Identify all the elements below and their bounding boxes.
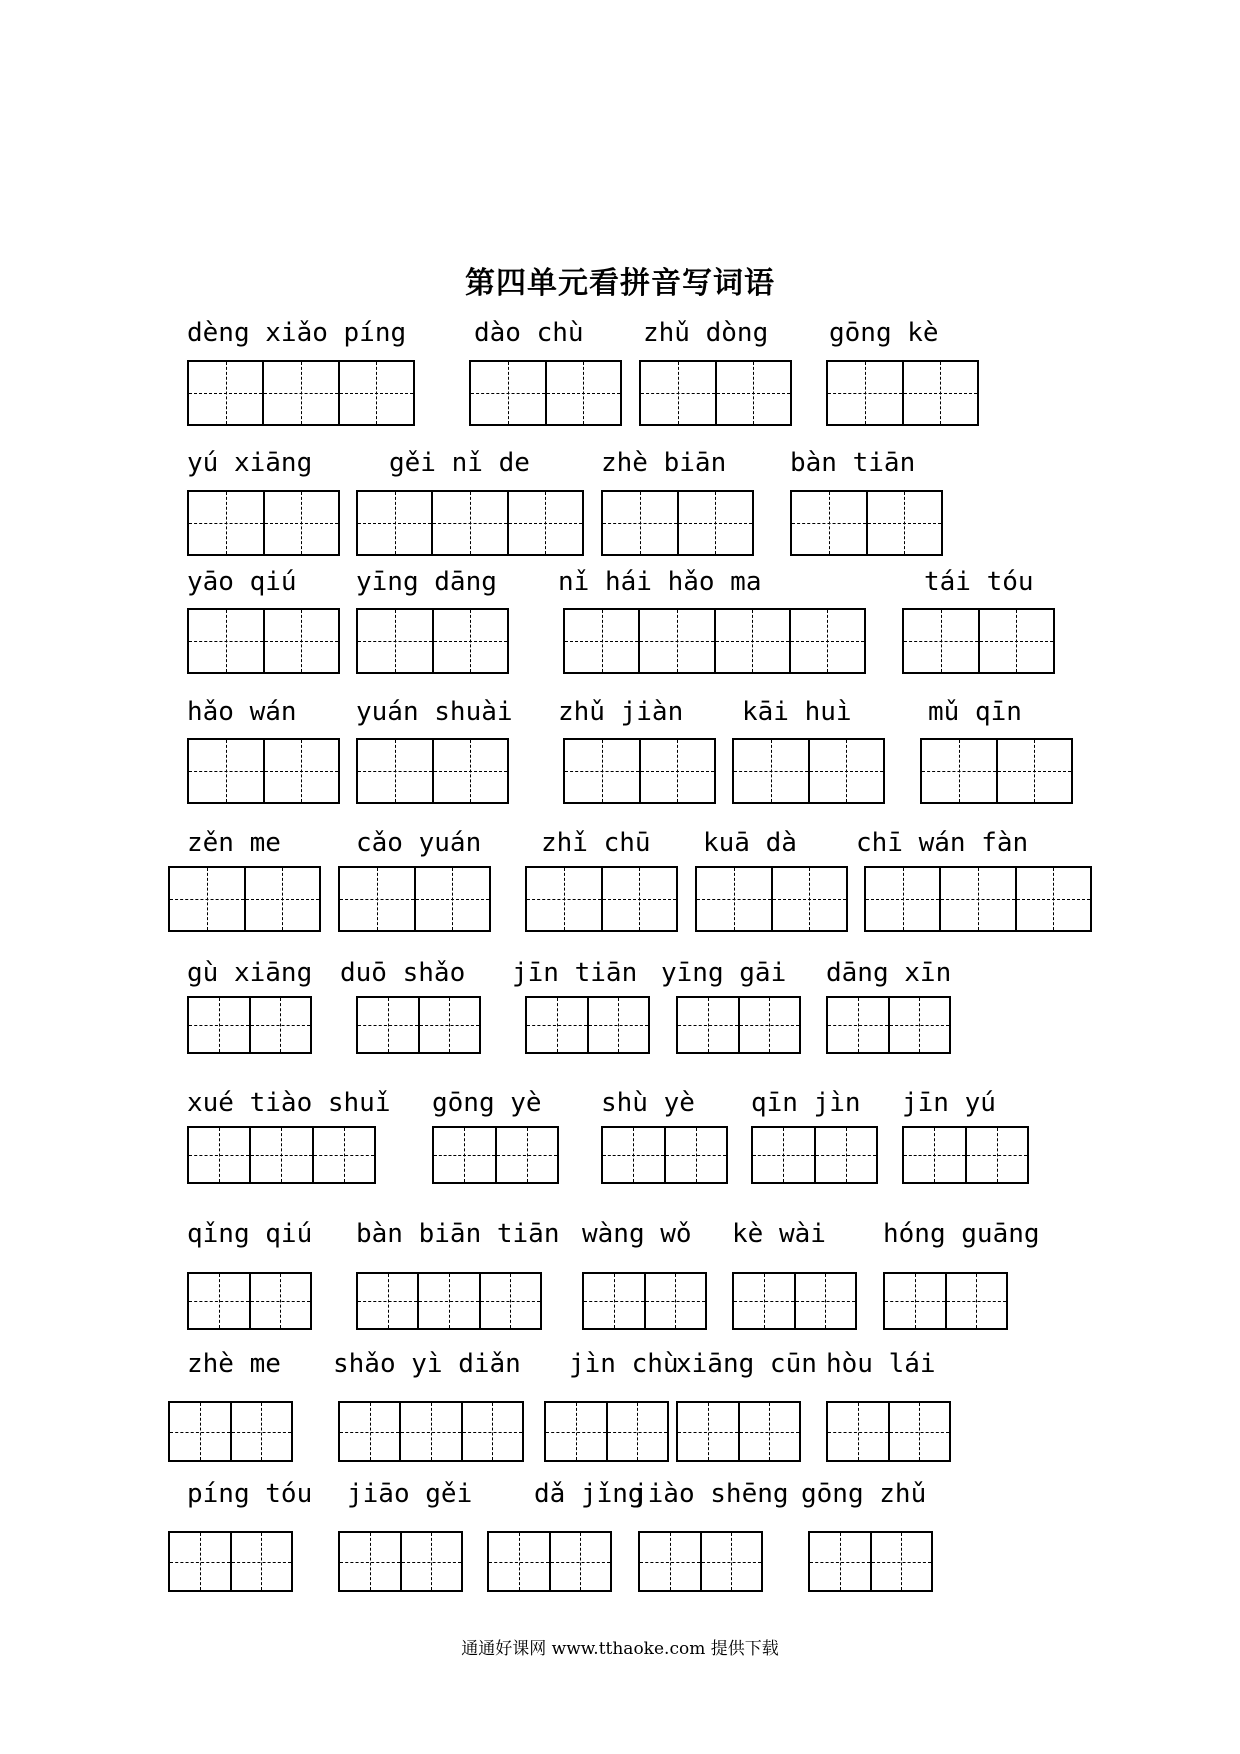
pinyin-label: jiào shēng	[632, 1479, 789, 1509]
pinyin-label: shù yè	[601, 1088, 695, 1118]
pinyin-label: gōng zhǔ	[801, 1479, 927, 1509]
tian-zi-cell[interactable]	[601, 868, 677, 930]
tian-zi-cell[interactable]	[965, 1128, 1028, 1182]
pinyin-label: yāo qiú	[187, 567, 297, 597]
pinyin-label: qīn jìn	[751, 1088, 861, 1118]
tian-zi-cell[interactable]	[888, 1403, 950, 1460]
writing-grid[interactable]	[168, 1401, 293, 1462]
tian-zi-cell[interactable]	[549, 1533, 611, 1590]
tian-zi-cell[interactable]	[358, 998, 418, 1052]
tian-zi-cell[interactable]	[358, 1274, 417, 1328]
tian-zi-cell[interactable]	[400, 1533, 462, 1590]
tian-zi-cell[interactable]	[230, 1533, 292, 1590]
writing-grid[interactable]	[902, 608, 1055, 674]
tian-zi-cell[interactable]	[700, 1533, 762, 1590]
writing-grid[interactable]	[601, 490, 754, 556]
pinyin-label: gōng kè	[829, 318, 939, 348]
tian-zi-cell[interactable]	[170, 1533, 230, 1590]
pinyin-label: cǎo yuán	[356, 828, 482, 858]
writing-grid[interactable]	[356, 738, 509, 804]
writing-grid[interactable]	[582, 1272, 707, 1330]
pinyin-label: zhǔ dòng	[643, 318, 769, 348]
tian-zi-cell[interactable]	[230, 1403, 292, 1460]
tian-zi-cell[interactable]	[902, 362, 978, 424]
tian-zi-cell[interactable]	[545, 362, 621, 424]
tian-zi-cell[interactable]	[249, 998, 311, 1052]
pinyin-label: yīng dāng	[356, 567, 497, 597]
writing-grid[interactable]	[676, 1401, 801, 1462]
tian-zi-cell[interactable]	[189, 362, 262, 424]
tian-zi-cell[interactable]	[640, 1533, 700, 1590]
pinyin-label: wàng wǒ	[582, 1219, 692, 1249]
tian-zi-cell[interactable]	[904, 1128, 965, 1182]
tian-zi-cell[interactable]	[189, 1274, 249, 1328]
writing-grid[interactable]	[487, 1531, 612, 1592]
tian-zi-cell[interactable]	[546, 1403, 606, 1460]
pinyin-label: bàn biān tiān	[356, 1219, 560, 1249]
writing-grid[interactable]	[638, 1531, 763, 1592]
writing-grid[interactable]	[563, 608, 866, 674]
tian-zi-cell[interactable]	[1015, 868, 1090, 930]
tian-zi-cell[interactable]	[678, 998, 738, 1052]
tian-zi-cell[interactable]	[771, 868, 847, 930]
tian-zi-cell[interactable]	[432, 610, 508, 672]
pinyin-label: dǎ jǐng	[534, 1479, 644, 1509]
tian-zi-cell[interactable]	[263, 492, 339, 554]
writing-grid[interactable]	[790, 490, 943, 556]
tian-zi-cell[interactable]	[565, 610, 638, 672]
pinyin-label: hǎo wán	[187, 697, 297, 727]
tian-zi-cell[interactable]	[434, 1128, 495, 1182]
pinyin-label: duō shǎo	[340, 958, 466, 988]
writing-grid[interactable]	[826, 360, 979, 426]
tian-zi-cell[interactable]	[639, 740, 715, 802]
pinyin-label: zhè biān	[601, 448, 727, 478]
writing-grid[interactable]	[469, 360, 622, 426]
pinyin-label: kuā dà	[703, 828, 797, 858]
tian-zi-cell[interactable]	[866, 492, 942, 554]
pinyin-label: dào chù	[474, 318, 584, 348]
pinyin-label: hóng guāng	[883, 1219, 1040, 1249]
tian-zi-cell[interactable]	[828, 1403, 888, 1460]
tian-zi-cell[interactable]	[170, 868, 244, 930]
writing-grid[interactable]	[338, 1401, 524, 1462]
pinyin-label: jiāo gěi	[347, 1479, 473, 1509]
pinyin-label: kè wài	[732, 1219, 826, 1249]
tian-zi-cell[interactable]	[189, 610, 263, 672]
tian-zi-cell[interactable]	[641, 362, 715, 424]
tian-zi-cell[interactable]	[638, 610, 713, 672]
pinyin-label: xiāng cūn	[676, 1349, 817, 1379]
pinyin-label: zhè me	[187, 1349, 281, 1379]
writing-grid[interactable]	[338, 866, 491, 932]
writing-grid[interactable]	[544, 1401, 669, 1462]
tian-zi-cell[interactable]	[471, 362, 545, 424]
pinyin-label: chī wán fàn	[856, 828, 1029, 858]
writing-grid[interactable]	[676, 996, 801, 1054]
tian-zi-cell[interactable]	[244, 868, 320, 930]
pinyin-label: yuán shuài	[356, 697, 513, 727]
tian-zi-cell[interactable]	[432, 740, 508, 802]
tian-zi-cell[interactable]	[358, 610, 432, 672]
tian-zi-cell[interactable]	[888, 998, 950, 1052]
tian-zi-cell[interactable]	[312, 1128, 374, 1182]
pinyin-label: shǎo yì diǎn	[333, 1349, 521, 1379]
pinyin-label: bàn tiān	[790, 448, 916, 478]
tian-zi-cell[interactable]	[885, 1274, 945, 1328]
tian-zi-cell[interactable]	[431, 492, 506, 554]
writing-grid[interactable]	[732, 738, 885, 804]
pinyin-label: zhǐ chū	[541, 828, 651, 858]
pinyin-label: xué tiào shuǐ	[187, 1088, 391, 1118]
writing-grid[interactable]	[187, 1272, 312, 1330]
tian-zi-cell[interactable]	[565, 740, 639, 802]
tian-zi-cell[interactable]	[866, 868, 939, 930]
pinyin-label: jīn tiān	[512, 958, 638, 988]
tian-zi-cell[interactable]	[738, 998, 800, 1052]
footer-credit: 通通好课网 www.tthaoke.com 提供下载	[461, 1639, 779, 1659]
tian-zi-cell[interactable]	[527, 998, 587, 1052]
writing-grid[interactable]	[187, 360, 415, 426]
tian-zi-cell[interactable]	[495, 1128, 558, 1182]
pinyin-label: yīng gāi	[661, 958, 787, 988]
writing-grid[interactable]	[920, 738, 1073, 804]
writing-grid[interactable]	[187, 738, 340, 804]
tian-zi-cell[interactable]	[461, 1403, 522, 1460]
tian-zi-cell[interactable]	[814, 1128, 877, 1182]
tian-zi-cell[interactable]	[527, 868, 601, 930]
writing-grid[interactable]	[525, 996, 650, 1054]
pinyin-label: gù xiāng	[187, 958, 313, 988]
tian-zi-cell[interactable]	[507, 492, 582, 554]
writing-grid[interactable]	[432, 1126, 559, 1184]
tian-zi-cell[interactable]	[664, 1128, 727, 1182]
tian-zi-cell[interactable]	[603, 492, 677, 554]
tian-zi-cell[interactable]	[414, 868, 490, 930]
pinyin-label: jīn yú	[902, 1088, 996, 1118]
writing-grid[interactable]	[902, 1126, 1029, 1184]
pinyin-label: dāng xīn	[826, 958, 952, 988]
writing-grid[interactable]	[356, 608, 509, 674]
writing-grid[interactable]	[168, 1531, 293, 1592]
pinyin-label: tái tóu	[924, 567, 1034, 597]
writing-grid[interactable]	[808, 1531, 933, 1592]
writing-grid[interactable]	[187, 608, 340, 674]
tian-zi-cell[interactable]	[418, 998, 480, 1052]
writing-grid[interactable]	[883, 1272, 1008, 1330]
tian-zi-cell[interactable]	[338, 362, 413, 424]
tian-zi-cell[interactable]	[715, 362, 791, 424]
tian-zi-cell[interactable]	[262, 362, 337, 424]
tian-zi-cell[interactable]	[340, 1533, 400, 1590]
writing-grid[interactable]	[695, 866, 848, 932]
tian-zi-cell[interactable]	[734, 740, 808, 802]
tian-zi-cell[interactable]	[189, 1128, 249, 1182]
pinyin-label: zěn me	[187, 828, 281, 858]
writing-grid[interactable]	[338, 1531, 463, 1592]
tian-zi-cell[interactable]	[677, 492, 753, 554]
writing-grid[interactable]	[356, 1272, 542, 1330]
tian-zi-cell[interactable]	[753, 1128, 814, 1182]
pinyin-label: hòu lái	[826, 1349, 936, 1379]
writing-grid[interactable]	[168, 866, 321, 932]
writing-grid[interactable]	[187, 996, 312, 1054]
tian-zi-cell[interactable]	[808, 740, 884, 802]
tian-zi-cell[interactable]	[489, 1533, 549, 1590]
tian-zi-cell[interactable]	[417, 1274, 478, 1328]
tian-zi-cell[interactable]	[945, 1274, 1007, 1328]
pinyin-label: mǔ qīn	[928, 697, 1022, 727]
tian-zi-cell[interactable]	[606, 1403, 668, 1460]
tian-zi-cell[interactable]	[697, 868, 771, 930]
writing-grid[interactable]	[826, 996, 951, 1054]
tian-zi-cell[interactable]	[249, 1128, 311, 1182]
pinyin-label: qǐng qiú	[187, 1219, 313, 1249]
pinyin-label: nǐ hái hǎo ma	[558, 567, 762, 597]
writing-grid[interactable]	[826, 1401, 951, 1462]
tian-zi-cell[interactable]	[678, 1403, 738, 1460]
tian-zi-cell[interactable]	[170, 1403, 230, 1460]
tian-zi-cell[interactable]	[340, 868, 414, 930]
tian-zi-cell[interactable]	[189, 740, 263, 802]
writing-grid[interactable]	[732, 1272, 857, 1330]
tian-zi-cell[interactable]	[189, 492, 263, 554]
pinyin-label: jìn chù	[569, 1349, 679, 1379]
tian-zi-cell[interactable]	[603, 1128, 664, 1182]
writing-grid[interactable]	[563, 738, 716, 804]
tian-zi-cell[interactable]	[263, 740, 339, 802]
tian-zi-cell[interactable]	[996, 740, 1072, 802]
tian-zi-cell[interactable]	[810, 1533, 870, 1590]
tian-zi-cell[interactable]	[587, 998, 649, 1052]
page-title: 第四单元看拼音写词语	[465, 266, 775, 301]
tian-zi-cell[interactable]	[978, 610, 1054, 672]
writing-grid[interactable]	[601, 1126, 728, 1184]
tian-zi-cell[interactable]	[904, 610, 978, 672]
writing-grid[interactable]	[864, 866, 1092, 932]
tian-zi-cell[interactable]	[644, 1274, 706, 1328]
pinyin-label: zhǔ jiàn	[558, 697, 684, 727]
pinyin-label: dèng xiǎo píng	[187, 318, 407, 348]
tian-zi-cell[interactable]	[870, 1533, 932, 1590]
tian-zi-cell[interactable]	[479, 1274, 540, 1328]
writing-grid[interactable]	[187, 490, 340, 556]
tian-zi-cell[interactable]	[358, 492, 431, 554]
tian-zi-cell[interactable]	[399, 1403, 460, 1460]
writing-grid[interactable]	[187, 1126, 376, 1184]
tian-zi-cell[interactable]	[939, 868, 1014, 930]
tian-zi-cell[interactable]	[734, 1274, 794, 1328]
tian-zi-cell[interactable]	[340, 1403, 399, 1460]
pinyin-label: gōng yè	[432, 1088, 542, 1118]
tian-zi-cell[interactable]	[189, 998, 249, 1052]
pinyin-label: kāi huì	[742, 697, 852, 727]
tian-zi-cell[interactable]	[358, 740, 432, 802]
writing-grid[interactable]	[639, 360, 792, 426]
tian-zi-cell[interactable]	[789, 610, 864, 672]
pinyin-label: yú xiāng	[187, 448, 313, 478]
tian-zi-cell[interactable]	[584, 1274, 644, 1328]
writing-grid[interactable]	[525, 866, 678, 932]
pinyin-label: gěi nǐ de	[389, 448, 530, 478]
tian-zi-cell[interactable]	[922, 740, 996, 802]
writing-grid[interactable]	[356, 490, 584, 556]
tian-zi-cell[interactable]	[263, 610, 339, 672]
writing-grid[interactable]	[356, 996, 481, 1054]
tian-zi-cell[interactable]	[794, 1274, 856, 1328]
tian-zi-cell[interactable]	[828, 362, 902, 424]
tian-zi-cell[interactable]	[714, 610, 789, 672]
tian-zi-cell[interactable]	[249, 1274, 311, 1328]
tian-zi-cell[interactable]	[792, 492, 866, 554]
pinyin-label: píng tóu	[187, 1479, 313, 1509]
writing-grid[interactable]	[751, 1126, 878, 1184]
tian-zi-cell[interactable]	[738, 1403, 800, 1460]
tian-zi-cell[interactable]	[828, 998, 888, 1052]
